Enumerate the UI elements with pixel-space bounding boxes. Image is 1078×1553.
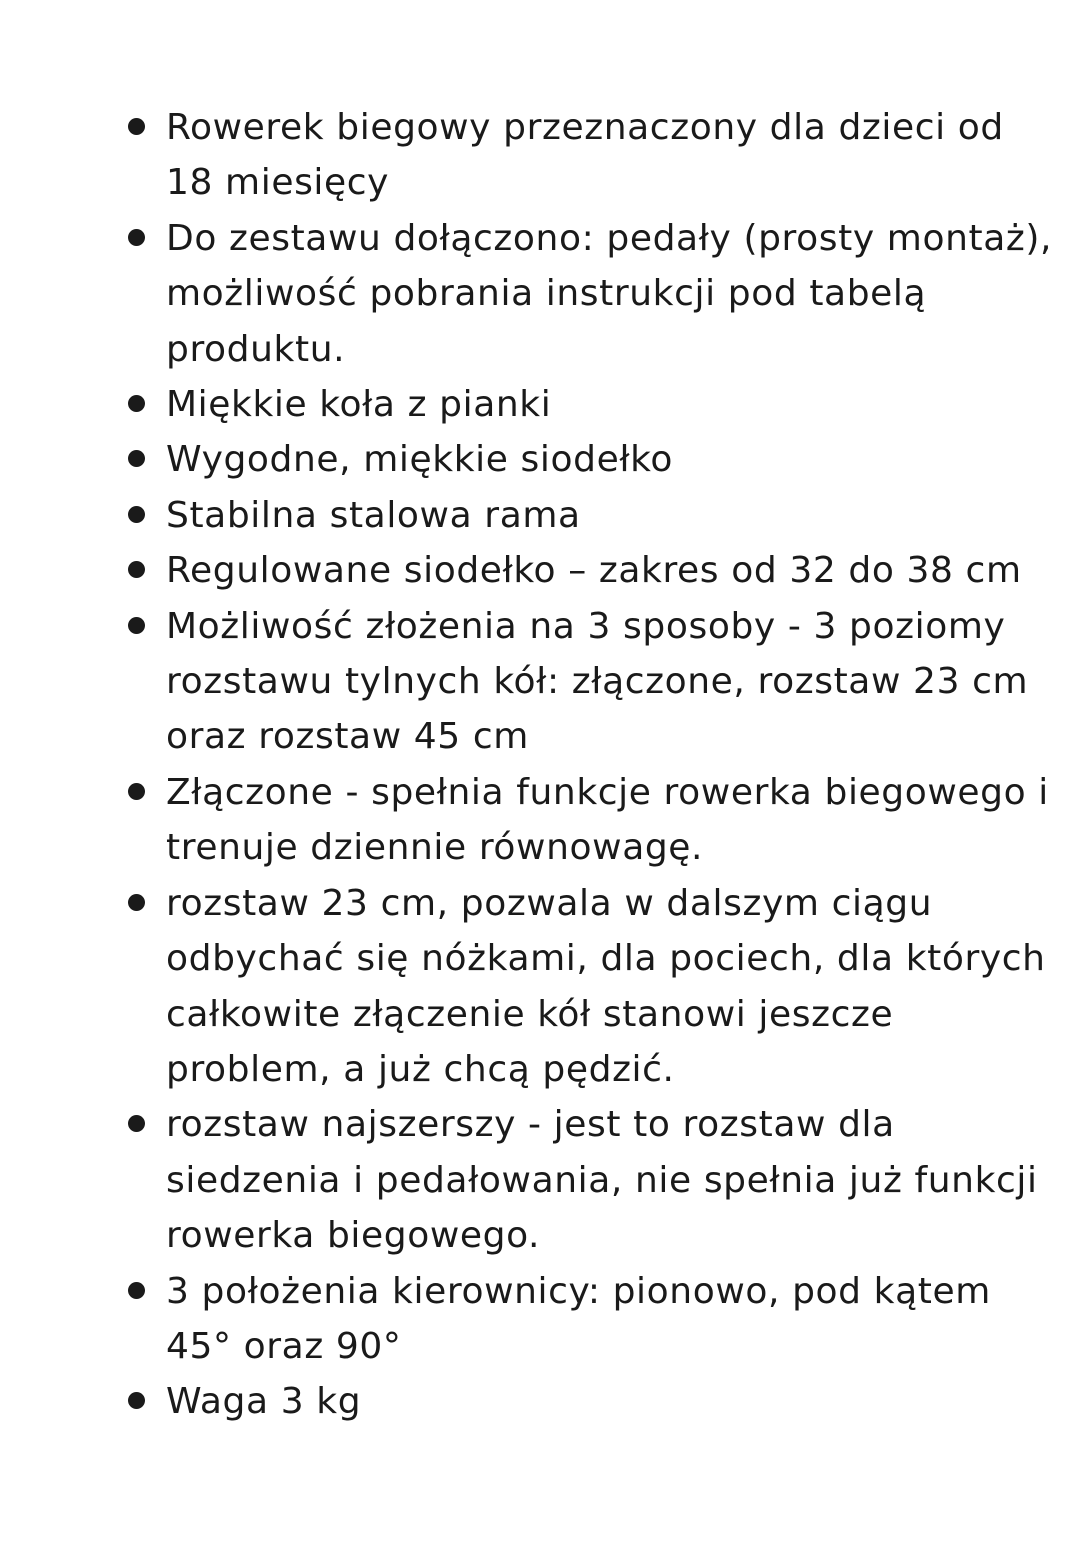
list-item [124, 1264, 1054, 1375]
list-item [124, 100, 1054, 211]
bullet-icon [128, 1282, 145, 1299]
bullet-icon [128, 395, 145, 412]
list-item [124, 211, 1054, 377]
feature-text: Waga 3 kg [166, 1381, 362, 1423]
feature-text: Miękkie koła z pianki [166, 384, 552, 426]
list-item [124, 543, 1054, 598]
feature-text: Wygodne, miękkie siodełko [166, 439, 673, 481]
list-item [124, 765, 1054, 876]
bullet-icon [128, 783, 145, 800]
feature-text: rozstaw 23 cm, pozwala w dalszym ciągu odbychać się nóżkami, dla pociech, dla których całkowite złączenie kół stanowi jeszcze problem, a już chcą pędzić. [166, 882, 1046, 1090]
feature-text: rozstaw najszerszy - jest to rozstaw dla siedzenia i pedałowania, nie spełnia już funkcji rowerka biegowego. [166, 1104, 1038, 1257]
list-item [124, 599, 1054, 765]
feature-text: 3 położenia kierownicy: pionowo, pod kątem 45° oraz 90° [166, 1270, 991, 1367]
bullet-icon [128, 118, 145, 135]
feature-text: Stabilna stalowa rama [166, 494, 581, 536]
feature-text: Złączone - spełnia funkcje rowerka biegowego i trenuje dziennie równowagę. [166, 771, 1049, 869]
feature-list [124, 100, 1054, 1430]
list-item [124, 432, 1054, 487]
feature-text: Regulowane siodełko – zakres od 32 do 38 cm [166, 550, 1022, 592]
list-item [124, 1374, 1054, 1429]
list-item [124, 488, 1054, 543]
bullet-icon [128, 450, 145, 467]
bullet-icon [128, 617, 145, 634]
feature-text: Do zestawu dołączono: pedały (prosty montaż), możliwość pobrania instrukcji pod tabelą produktu. [166, 217, 1053, 370]
bullet-icon [128, 561, 145, 578]
list-item [124, 1097, 1054, 1263]
bullet-icon [128, 229, 145, 246]
bullet-icon [128, 1392, 145, 1409]
bullet-icon [128, 1115, 145, 1132]
bullet-icon [128, 506, 145, 523]
feature-text: Możliwość złożenia na 3 sposoby - 3 poziomy rozstawu tylnych kół: złączone, rozstaw 23 cm oraz rozstaw 45 cm [166, 605, 1029, 758]
list-item [124, 876, 1054, 1098]
list-item [124, 377, 1054, 432]
bullet-icon [128, 894, 145, 911]
feature-text: Rowerek biegowy przeznaczony dla dzieci od 18 miesięcy [166, 107, 1004, 204]
